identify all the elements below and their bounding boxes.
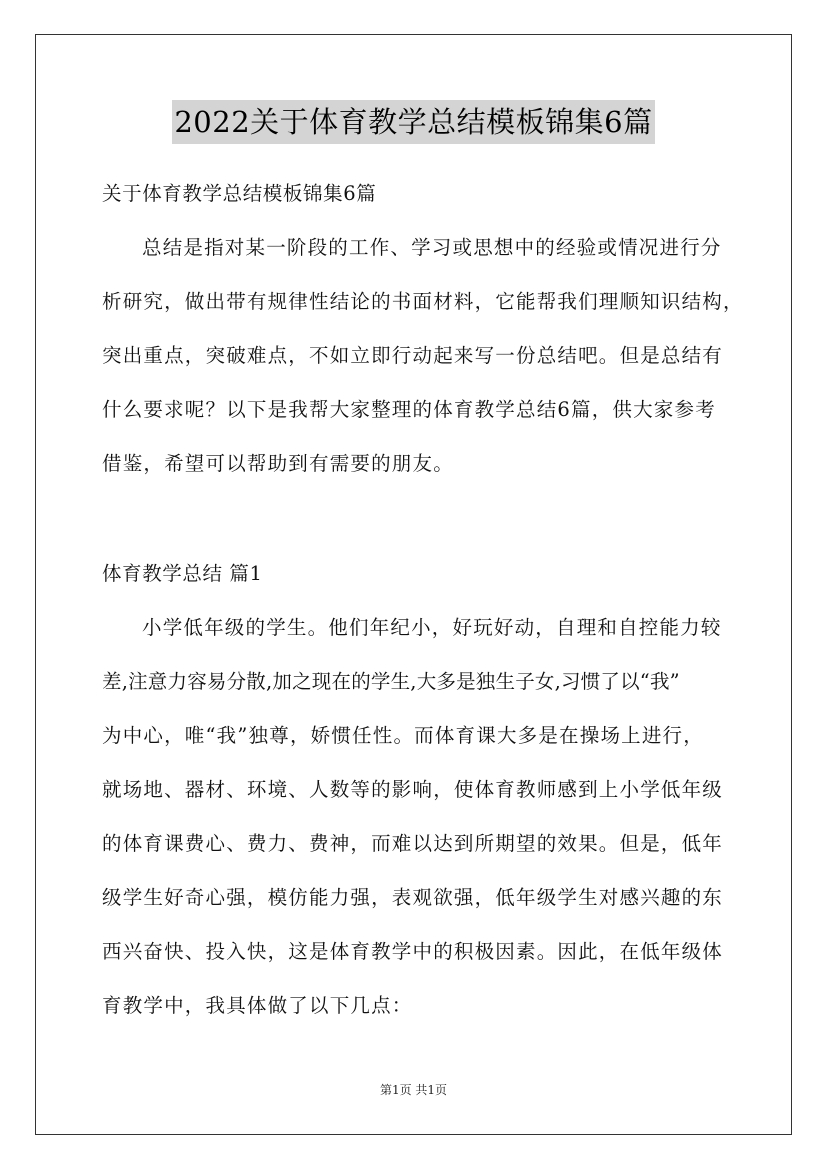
body-line: 小学低年级的学生。他们年纪小，好玩好动，自理和自控能力较 [142,616,722,639]
body-line: 就场地、器材、环境、人数等的影响，使体育教师感到上小学低年级 [102,778,724,801]
intro-line: 析研究，做出带有规律性结论的书面材料，它能帮我们理顺知识结构， [102,290,744,313]
intro-line: 突出重点，突破难点，不如立即行动起来写一份总结吧。但是总结有 [102,344,724,367]
body-line: 差,注意力容易分散,加之现在的学生,大多是独生子女,习惯了以“我” [102,670,680,693]
body-line: 西兴奋快、投入快，这是体育教学中的积极因素。因此，在低年级体 [102,940,724,963]
intro-line: 什么要求呢？以下是我帮大家整理的体育教学总结6篇，供大家参考 [102,398,716,421]
title-container [0,100,827,144]
document-title: 2022关于体育教学总结模板锦集6篇 [172,100,654,144]
section-heading: 体育教学总结 篇1 [102,562,263,585]
body-line: 级学生好奇心强，模仿能力强，表观欲强，低年级学生对感兴趣的东 [102,886,724,909]
document-subtitle: 关于体育教学总结模板锦集6篇 [102,182,377,205]
body-line: 为中心，唯“我”独尊，娇惯任性。而体育课大多是在操场上进行， [102,724,704,747]
body-line: 的体育课费心、费力、费神，而难以达到所期望的效果。但是，低年 [102,832,724,855]
page-footer: 第1页 共1页 [379,1083,448,1097]
intro-line: 总结是指对某一阶段的工作、学习或思想中的经验或情况进行分 [142,236,722,259]
intro-line: 借鉴，希望可以帮助到有需要的朋友。 [102,452,454,475]
body-line: 育教学中，我具体做了以下几点： [102,994,413,1017]
